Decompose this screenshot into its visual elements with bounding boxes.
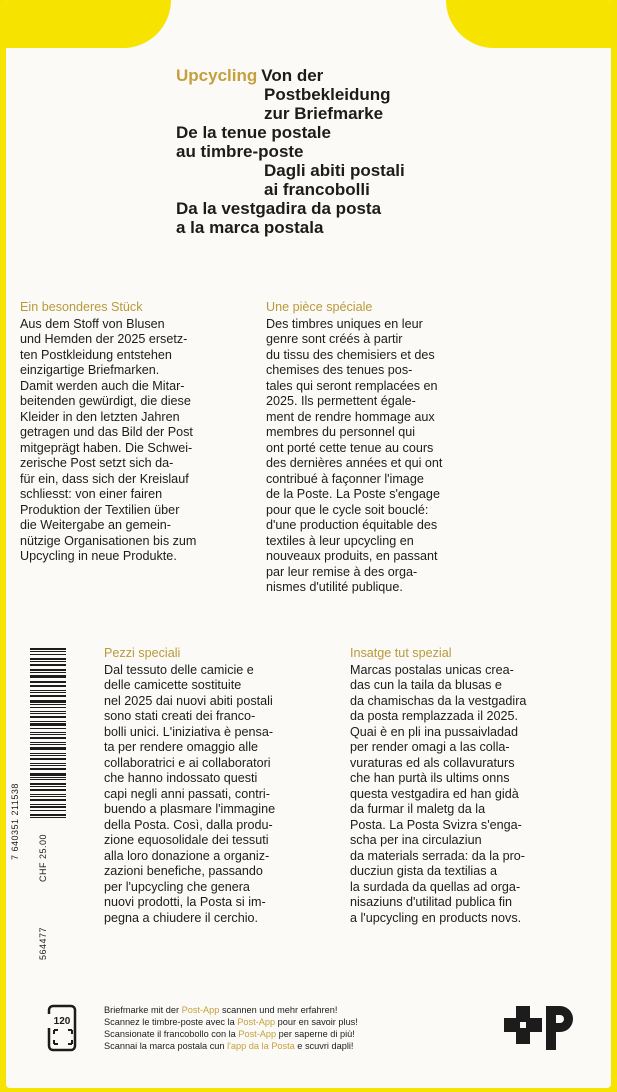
- text-line: vuraturas ed als collavuraturs: [350, 755, 515, 770]
- text-line: buendo a plasmare l'immagine: [104, 802, 276, 816]
- text-line: Kleider in den letzten Jahren: [20, 409, 180, 424]
- text-line: schliesst: von einer fairen: [20, 487, 163, 501]
- text-line: für ein, dass sich der Kreislauf: [20, 471, 189, 486]
- barcode-bar: [30, 814, 66, 816]
- barcode-bar: [30, 716, 66, 718]
- app-scan-instructions: [104, 1004, 464, 1052]
- barcode-bar: [30, 765, 66, 766]
- barcode-bar: [30, 707, 66, 709]
- text-line: nützige Organisationen bis zum: [20, 533, 197, 548]
- barcode-bar: [30, 713, 66, 714]
- text-line: che han purtà ils ultims onns: [350, 771, 510, 785]
- text-line: che hanno indossato questi: [104, 771, 258, 785]
- text-line: nismes d'utilité publique.: [266, 580, 403, 594]
- barcode-bar: [30, 753, 66, 755]
- section-body-fr: [266, 317, 526, 596]
- swiss-post-logo-icon: [502, 1004, 578, 1052]
- barcode-bar: [30, 658, 66, 661]
- price-label: CHF 25.00: [38, 833, 48, 882]
- text-line: beitenden gewürdigt, die diese: [20, 394, 191, 408]
- barcode-bar: [30, 817, 66, 818]
- text-line: ont porté cette tenue au cours: [266, 440, 434, 455]
- barcode-bar: [30, 734, 66, 735]
- text-line: Aus dem Stoff von Blusen: [20, 316, 165, 331]
- title-rm-2: a la marca postala: [176, 218, 324, 237]
- barcode-bar: [30, 779, 66, 780]
- barcode-bar: [30, 755, 66, 756]
- section-heading-it: Pezzi speciali: [104, 646, 181, 660]
- barcode-bar: [30, 796, 66, 797]
- phone-scan-icon: [46, 1004, 80, 1052]
- text-line: ta per rendere omaggio alle: [104, 740, 259, 754]
- barcode-bar: [30, 742, 66, 743]
- barcode-bar: [30, 669, 66, 671]
- text-line: nuovi prodotti, la Posta si im-: [104, 895, 266, 909]
- barcode-bar: [30, 768, 66, 770]
- barcode-bar: [30, 672, 66, 673]
- text-line: per render omagi a las colla-: [350, 740, 510, 754]
- barcode-bar: [30, 747, 66, 750]
- section-french: [266, 300, 526, 596]
- barcode-bar: [30, 806, 66, 808]
- barcode-bar: [30, 810, 66, 811]
- barcode-bar: [30, 773, 66, 776]
- barcode-bar: [30, 758, 66, 760]
- text-line: getragen und das Bild der Post: [20, 425, 193, 439]
- text-line: ment de rendre hommage aux: [266, 409, 435, 424]
- section-german: [20, 300, 280, 565]
- text-line: scha per ina circulaziun: [350, 833, 482, 847]
- barcode-bar: [30, 721, 66, 722]
- barcode-number: 7 640351 211538: [10, 783, 20, 860]
- article-number: 564477: [38, 926, 48, 960]
- barcode-bar: [30, 711, 66, 712]
- text-line: einzigartige Briefmarken.: [20, 363, 160, 377]
- text-line: da materials serrada: da la pro-: [350, 848, 525, 863]
- barcode-bar: [30, 728, 66, 730]
- text-line: Produktion der Textilien über: [20, 502, 180, 517]
- text-line: pegna a chiudere il cerchio.: [104, 910, 259, 925]
- text-line: contribué à façonner l'image: [266, 471, 424, 486]
- text-line: per l'upcycling che genera: [104, 879, 250, 894]
- instruction-fr: Scannez le timbre-poste avec la Post-App pour en savoir plus!: [104, 1017, 358, 1027]
- text-line: da posta remplazzada il 2025.: [350, 709, 519, 723]
- text-line: zione equosolidale dei tessuti: [104, 833, 269, 847]
- hang-tab-left: [6, 0, 171, 48]
- title-de-2: Postbekleidung: [264, 85, 391, 104]
- text-line: Marcas postalas unicas crea-: [350, 662, 514, 677]
- text-line: und Hemden der 2025 ersetz-: [20, 332, 188, 346]
- barcode-bar: [30, 732, 66, 733]
- text-line: delle camicette sostituite: [104, 678, 242, 692]
- text-line: de la Poste. La Poste s'engage: [266, 487, 440, 501]
- text-line: zazioni benefiche, passando: [104, 864, 263, 878]
- barcode-bar: [30, 704, 66, 705]
- text-line: das cun la taila da blusas e: [350, 678, 502, 692]
- section-heading-rm: Insatge tut spezial: [350, 646, 452, 660]
- barcode-bar: [30, 777, 66, 778]
- text-line: ten Postkleidung entstehen: [20, 347, 172, 362]
- text-line: la surdada da quellas ad orga-: [350, 879, 521, 894]
- text-line: collaboratrici e ai collaboratori: [104, 755, 271, 770]
- barcode-bar: [30, 690, 66, 691]
- title-label: Upcycling: [176, 66, 258, 85]
- text-line: della Posta. Così, dalla produ-: [104, 817, 273, 832]
- section-body-de: [20, 317, 280, 565]
- text-line: Posta. La Posta Svizra s'enga-: [350, 817, 522, 832]
- text-line: nisaziuns d'utilitad publica fin: [350, 895, 513, 909]
- text-line: d'une production équitable des: [266, 518, 438, 532]
- barcode-bar: [30, 786, 66, 787]
- title-it-2: ai francobolli: [264, 180, 370, 199]
- barcode-bar: [30, 682, 66, 683]
- text-line: die Weitergabe an gemein-: [20, 518, 171, 532]
- text-line: capi negli anni passati, contri-: [104, 786, 270, 801]
- text-line: genre sont créés à partir: [266, 332, 403, 346]
- barcode-bar: [30, 723, 66, 726]
- barcode-bar: [30, 651, 66, 652]
- title-de-3: zur Briefmarke: [264, 104, 384, 123]
- title-fr-2: au timbre-poste: [176, 142, 304, 161]
- section-romansh: [350, 646, 600, 926]
- section-italian: [104, 646, 334, 926]
- text-line: alla loro donazione a organiz-: [104, 848, 270, 863]
- text-line: 2025. Ils permettent égale-: [266, 394, 416, 408]
- barcode-bar: [30, 654, 66, 655]
- text-line: a l'upcycling en products novs.: [350, 910, 522, 925]
- barcode-bar: [30, 794, 66, 795]
- text-line: Dal tessuto delle camicie e: [104, 662, 254, 677]
- barcode-bar: [30, 763, 66, 764]
- text-line: Damit werden auch die Mitar-: [20, 378, 185, 393]
- text-line: ducziun gista da textilias a: [350, 864, 498, 878]
- text-line: membres du personnel qui: [266, 425, 416, 439]
- title-rm-1: Da la vestgadira da posta: [176, 199, 382, 218]
- text-line: du tissu des chemisiers et des: [266, 347, 435, 362]
- title-it-1: Dagli abiti postali: [264, 161, 405, 180]
- section-heading-fr: Une pièce spéciale: [266, 300, 373, 314]
- text-line: des dernières années et qui ont: [266, 456, 443, 470]
- text-line: Quai è en pli ina pussaivladad: [350, 724, 519, 739]
- text-line: bolli unici. L'iniziativa è pensa-: [104, 724, 274, 739]
- text-line: pour que le cycle soit bouclé:: [266, 502, 429, 517]
- title-fr-1: De la tenue postale: [176, 123, 331, 142]
- hang-tab-right: [446, 0, 611, 48]
- section-heading-de: Ein besonderes Stück: [20, 300, 143, 314]
- barcode-bar: [30, 783, 66, 785]
- text-line: tales qui seront remplacées en: [266, 378, 438, 393]
- barcode-bar: [30, 744, 66, 745]
- barcode-bar: [30, 664, 66, 666]
- text-line: sono stati creati dei franco-: [104, 709, 256, 723]
- title-block: [176, 66, 476, 237]
- barcode-bar: [30, 681, 66, 682]
- instruction-de: Briefmarke mit der Post-App scannen und mehr erfahren!: [104, 1005, 338, 1015]
- title-de-1: Von der: [261, 66, 324, 85]
- barcode-bar: [30, 695, 66, 697]
- barcode-bar: [30, 737, 66, 739]
- text-line: da chamischas da la vestgadira: [350, 693, 527, 708]
- text-line: Des timbres uniques en leur: [266, 316, 423, 331]
- text-line: da furmar il maletg da la: [350, 802, 486, 816]
- text-line: par leur remise à des orga-: [266, 564, 418, 579]
- section-body-it: [104, 663, 334, 927]
- text-line: questa vestgadira ed han gidà: [350, 786, 519, 801]
- barcode: [30, 648, 66, 820]
- barcode-bar: [30, 675, 66, 678]
- icon-label: 120: [53, 1016, 71, 1027]
- barcode-bar: [30, 804, 66, 805]
- instruction-it: Scansionate il francobollo con la Post-App per saperne di più!: [104, 1029, 355, 1039]
- barcode-bar: [30, 685, 66, 687]
- text-line: zerische Post setzt sich da-: [20, 456, 174, 470]
- barcode-bar: [30, 648, 66, 650]
- text-line: chemises des tenues pos-: [266, 363, 413, 377]
- barcode-bar: [30, 700, 66, 703]
- section-body-rm: [350, 663, 600, 927]
- instruction-rm: Scannai la marca postala cun l'app da la Posta e scuvri dapli!: [104, 1041, 354, 1051]
- barcode-bar: [30, 799, 66, 802]
- text-line: nouveaux produits, en passant: [266, 549, 438, 563]
- text-line: mitgeprägt haben. Die Schwei-: [20, 440, 193, 455]
- text-line: Upcycling in neue Produkte.: [20, 549, 177, 563]
- barcode-bar: [30, 789, 66, 791]
- barcode-bar: [30, 692, 66, 693]
- text-line: nel 2025 dai nuovi abiti postali: [104, 693, 273, 708]
- text-line: textiles à leur upcycling en: [266, 533, 414, 548]
- barcode-bar: [30, 661, 66, 662]
